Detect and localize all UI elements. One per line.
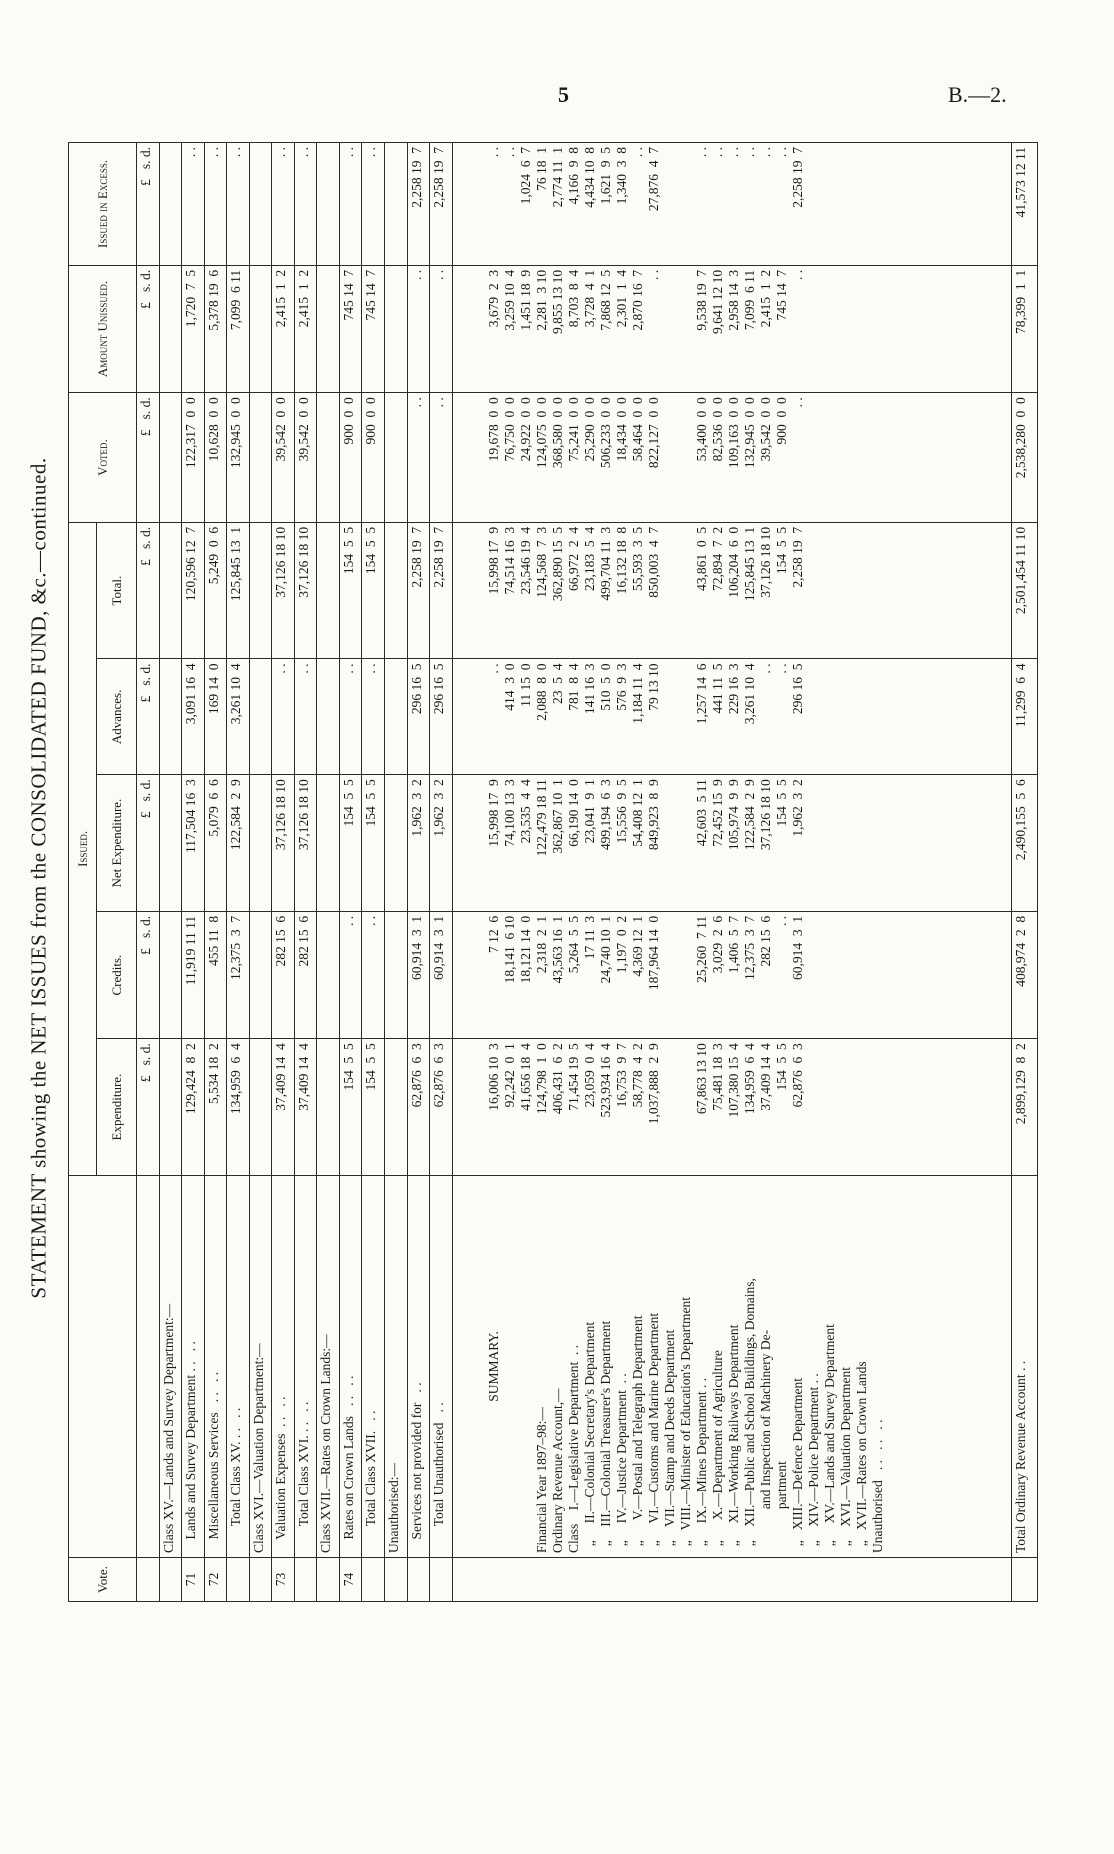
cell-adv: 296 16 5 [407,659,430,775]
summary-desc-line: „ VI.—Customs and Marine Department [645,1312,661,1553]
header-vote: Vote. [69,1558,137,1602]
cell-voted: 900 0 0 [362,393,385,523]
vote-number [430,1558,453,1602]
row-description: Class XV.—Lands and Survey Department:— [159,1175,182,1557]
cell-cred: 11,919 11 11 [182,911,205,1038]
cell-adv: 169 14 0 [204,659,227,775]
summary-voted: 19,678 0 0 76,750 0 0 24,922 0 0 124,075 0 0 368,580 0 0 75,241 0 0 25,290 0 0 506,233 0 0 18,434 0 0 58,464 0 0 822,127 0 0 53,400 0 0 82,536 0 0 109,163 0 0 132,945 0 0 39,542 0 0 900 0 0 . . [452,393,1011,523]
vote-number [249,1558,272,1602]
row-description: Rates on Crown Lands . . . . [339,1175,362,1557]
cell-net: 154 5 5 [339,775,362,912]
cell-voted [385,393,408,523]
cell-voted: 900 0 0 [339,393,362,523]
cell-unissued: 1,720 7 5 [182,265,205,392]
cell-net [159,775,182,912]
cell-cred: . . [339,911,362,1038]
currency-label: £ s. d. [137,659,160,775]
header-voted: Voted. [69,393,137,523]
cell-tot: 154 5 5 [362,522,385,659]
summary-desc-line: „ II.—Colonial Secretary's Department [581,1321,597,1553]
cell-tot: 154 5 5 [339,522,362,659]
table-row [294,143,317,1602]
table-row [182,143,205,1602]
cell-excess [159,143,182,266]
cell-exp [249,1039,272,1176]
summary-desc-lines [534,1180,886,1553]
summary-descriptions [452,1175,1011,1557]
cell-tot [249,522,272,659]
cell-exp: 62,876 6 3 [430,1039,453,1176]
header-amount-unissued: Amount Unissued. [69,265,137,392]
summary-desc-line: Financial Year 1897–98:— [533,1407,549,1553]
summary-desc-line: Ordinary Revenue Account,— [549,1388,565,1553]
summary-desc-line: „ XV.—Lands and Survey Department [821,1324,837,1553]
cell-adv [249,659,272,775]
cell-unissued [249,265,272,392]
cell-net [385,775,408,912]
cell-unissued: 2,415 1 2 [272,265,295,392]
cell-excess [385,143,408,266]
cell-net: 1,962 3 2 [430,775,453,912]
cell-adv: . . [339,659,362,775]
vote-number [362,1558,385,1602]
summary-desc-line: „ IX.—Mines Department . . [693,1377,709,1553]
statement-title: STATEMENT showing the NET ISSUES from the CONSOLIDATED FUND, &c.—continued. [26,457,51,1299]
cell-cred: 12,375 3 7 [227,911,250,1038]
summary-total-net: 2,490,155 5 6 [1012,775,1038,912]
cell-cred: 455 11 8 [204,911,227,1038]
cell-excess: . . [227,143,250,266]
cell-excess: 2,258 19 7 [430,143,453,266]
cell-unissued: . . [430,265,453,392]
cell-cred [385,911,408,1038]
cell-unissued [317,265,340,392]
cell-excess [249,143,272,266]
cell-voted: 10,628 0 0 [204,393,227,523]
currency-row [137,143,160,1602]
cell-cred: 60,914 3 1 [430,911,453,1038]
vote-number: 74 [339,1558,362,1602]
cell-excess: 2,258 19 7 [407,143,430,266]
header-expenditure: Expenditure. [97,1039,137,1176]
vote-number [294,1558,317,1602]
summary-desc-line: „ IV.—Justice Department . . [613,1373,629,1553]
cell-unissued: 745 14 7 [362,265,385,392]
table-row [362,143,385,1602]
currency-label: £ s. d. [137,911,160,1038]
cell-unissued: 7,099 6 11 [227,265,250,392]
table-row [407,143,430,1602]
cell-unissued: . . [407,265,430,392]
cell-tot: 37,126 18 10 [294,522,317,659]
table-row [317,143,340,1602]
statement-title-container [20,138,58,1618]
cell-net: 1,962 3 2 [407,775,430,912]
table-row [204,143,227,1602]
rotated-statement-table [68,142,1038,1602]
cell-voted: 39,542 0 0 [294,393,317,523]
cell-cred: 60,914 3 1 [407,911,430,1038]
table-row [249,143,272,1602]
header-total: Total. [97,522,137,659]
cell-exp: 62,876 6 3 [407,1039,430,1176]
cell-exp [317,1039,340,1176]
row-description: Total Class XV. . . . . [227,1175,250,1557]
page-number: 5 [558,82,569,107]
currency-label: £ s. d. [137,265,160,392]
summary-desc-line: „ XVII.—Rates on Crown Lands [853,1361,869,1553]
summary-desc-line: „ VII.—Stamp and Deeds Department [661,1329,677,1553]
cell-adv: 3,091 16 4 [182,659,205,775]
summary-row [452,143,1011,1602]
summary-body [452,143,1037,1602]
row-description: Class XVII.—Rates on Crown Lands:— [317,1175,340,1557]
cell-exp: 5,534 18 2 [204,1039,227,1176]
cell-exp: 154 5 5 [339,1039,362,1176]
cell-exp [159,1039,182,1176]
cell-adv [317,659,340,775]
summary-total-voted: 2,538,280 0 0 [1012,393,1038,523]
cell-tot [317,522,340,659]
cell-voted: 39,542 0 0 [272,393,295,523]
summary-net-expenditure: 15,998 17 9 74,100 13 3 23,535 4 4 122,479 18 11 362,867 10 1 66,190 14 0 23,041 9 1 499,194 6 3 15,556 9 5 54,408 12 1 849,923 8 9 42,603 5 11 72,452 15 9 105,974 9 9 122,584 2 9 37,126 18 10 154 5 5 1,962 3 2 [452,775,1011,912]
cell-voted: . . [407,393,430,523]
cell-cred: 282 15 6 [294,911,317,1038]
cell-excess: . . [182,143,205,266]
cell-unissued [159,265,182,392]
row-description: Unauthorised:— [385,1175,408,1557]
table-row [430,143,453,1602]
cell-cred [317,911,340,1038]
cell-adv [385,659,408,775]
cell-tot: 2,258 19 7 [430,522,453,659]
summary-desc-line: partment [773,1461,789,1553]
cell-cred: . . [362,911,385,1038]
cell-exp: 37,409 14 4 [272,1039,295,1176]
cell-net: 117,504 16 3 [182,775,205,912]
vote-number [385,1558,408,1602]
cell-net: 122,584 2 9 [227,775,250,912]
cell-adv: 296 16 5 [430,659,453,775]
summary-desc-line: „ III.—Colonial Treasurer's Department [597,1320,613,1553]
cell-net [317,775,340,912]
summary-total-excess: 41,573 12 11 [1012,143,1038,266]
summary-desc-line: Class I.—Legislative Department . . [565,1344,581,1553]
header-issued-in-excess: Issued in Excess. [69,143,137,266]
summary-excess: . . . . 1,024 6 7 76 18 1 2,774 11 1 4,166 9 8 4,434 10 8 1,621 9 5 1,340 3 8 . . 27,876 4 7 . . . . . . . . . . . . 2,258 19 7 [452,143,1011,266]
cell-exp: 134,959 6 4 [227,1039,250,1176]
vote-number [407,1558,430,1602]
summary-title: SUMMARY. [485,1331,501,1402]
cell-adv: . . [272,659,295,775]
cell-voted [317,393,340,523]
cell-tot [159,522,182,659]
page-reference: B.—2. [948,82,1007,107]
row-description: Miscellaneous Services . . . . [204,1175,227,1557]
cell-excess: . . [272,143,295,266]
cell-voted: . . [430,393,453,523]
vote-number [159,1558,182,1602]
cell-excess [317,143,340,266]
cell-adv: . . [294,659,317,775]
table-row [385,143,408,1602]
summary-desc-line: „ X.—Department of Agriculture [709,1350,725,1553]
summary-desc-line: and Inspection of Machinery De- [757,1329,773,1553]
cell-cred [159,911,182,1038]
cell-cred [249,911,272,1038]
page-header [0,82,1114,122]
header-issued: Issued. [69,522,97,1175]
summary-unissued: 3,679 2 3 3,259 10 4 1,451 18 9 2,281 3 10 9,855 13 10 8,703 8 4 3,728 4 1 7,868 12 5 2,301 1 4 2,870 16 7 . . 9,538 19 7 9,641 12 10 2,958 14 3 7,099 6 11 2,415 1 2 745 14 7 . . [452,265,1011,392]
table-row [159,143,182,1602]
currency-label: £ s. d. [137,775,160,912]
cell-net: 5,079 6 6 [204,775,227,912]
currency-label: £ s. d. [137,522,160,659]
summary-desc-line: „ VIII.—Minister of Education's Department [677,1297,693,1553]
currency-label: £ s. d. [137,393,160,523]
summary-total: 15,998 17 9 74,514 16 3 23,546 19 4 124,568 7 3 362,890 15 5 66,972 2 4 23,183 5 4 499,704 11 3 16,132 18 8 55,593 3 5 850,003 4 7 43,861 0 5 72,894 7 2 106,204 6 0 125,845 13 1 37,126 18 10 154 5 5 2,258 19 7 [452,522,1011,659]
currency-label: £ s. d. [137,143,160,266]
summary-total-total: 2,501,454 11 10 [1012,522,1038,659]
cell-net: 37,126 18 10 [294,775,317,912]
summary-expenditure: 16,006 10 3 92,242 0 1 41,656 18 4 124,798 1 0 406,431 6 2 71,454 19 5 23,059 0 4 523,934 16 4 16,753 9 7 58,778 4 2 1,037,888 2 9 67,863 13 10 75,481 18 3 107,380 15 4 134,959 6 4 37,409 14 4 154 5 5 62,876 6 3 [452,1039,1011,1176]
currency-label: £ s. d. [137,1039,160,1176]
cell-tot: 120,596 12 7 [182,522,205,659]
cell-tot [385,522,408,659]
cell-unissued: 2,415 1 2 [294,265,317,392]
row-description: Services not provided for . . [407,1175,430,1557]
cell-voted: 132,945 0 0 [227,393,250,523]
header-net-expenditure: Net Expenditure. [97,775,137,912]
header-credits: Credits. [97,911,137,1038]
cell-adv: . . [362,659,385,775]
cell-net [249,775,272,912]
summary-desc-line: „ V.—Postal and Telegraph Department [629,1315,645,1553]
cell-exp [385,1039,408,1176]
statement-table [68,142,1038,1602]
cell-net: 154 5 5 [362,775,385,912]
cell-tot: 37,126 18 10 [272,522,295,659]
row-description: Total Unauthorised . . [430,1175,453,1557]
summary-desc-line: Unauthorised . . . . . . [869,1419,885,1553]
cell-adv [159,659,182,775]
row-description: Class XVI.—Valuation Department:— [249,1175,272,1557]
cell-exp: 37,409 14 4 [294,1039,317,1176]
table-row [339,143,362,1602]
cell-excess: . . [362,143,385,266]
cell-unissued: 5,378 19 6 [204,265,227,392]
table-row [227,143,250,1602]
vote-number: 71 [182,1558,205,1602]
cell-cred: 282 15 6 [272,911,295,1038]
vote-number [227,1558,250,1602]
cell-excess: . . [294,143,317,266]
summary-total-unissued: 78,399 1 1 [1012,265,1038,392]
summary-desc-line: „ XIII.—Defence Department [789,1377,805,1553]
cell-voted [159,393,182,523]
vote-number: 72 [204,1558,227,1602]
header-advances: Advances. [97,659,137,775]
summary-total-label: Total Ordinary Revenue Account . . [1012,1175,1038,1557]
summary-advances: . . 414 3 0 11 15 0 2,088 8 0 23 5 4 781 8 4 141 16 3 510 5 0 576 9 3 1,184 11 4 79 13 10 1,257 14 6 441 11 5 229 16 3 3,261 10 4 . . . . 296 16 5 [452,659,1011,775]
cell-voted: 122,317 0 0 [182,393,205,523]
cell-tot: 2,258 19 7 [407,522,430,659]
summary-total-credits: 408,974 2 8 [1012,911,1038,1038]
summary-desc-line: „ XI.—Working Railways Department [725,1324,741,1553]
summary-credits: 7 12 6 18,141 6 10 18,121 14 0 2,318 2 1 43,563 16 1 5,264 5 5 17 11 3 24,740 10 1 1,197 0 2 4,369 12 1 187,964 14 0 25,260 7 11 3,029 2 6 1,406 5 7 12,375 3 7 282 15 6 . . 60,914 3 1 [452,911,1011,1038]
summary-total-expenditure: 2,899,129 8 2 [1012,1039,1038,1176]
vote-number: 73 [272,1558,295,1602]
summary-total-advances: 11,299 6 4 [1012,659,1038,775]
cell-tot: 125,845 13 1 [227,522,250,659]
cell-unissued: 745 14 7 [339,265,362,392]
cell-unissued [385,265,408,392]
summary-desc-line: „ XIV.—Police Department . . [805,1373,821,1553]
cell-tot: 5,249 0 6 [204,522,227,659]
row-description: Lands and Survey Department . . . . [182,1175,205,1557]
cell-adv: 3,261 10 4 [227,659,250,775]
cell-excess: . . [339,143,362,266]
vote-number [317,1558,340,1602]
cell-exp: 129,424 8 2 [182,1039,205,1176]
summary-total-row [1012,143,1038,1602]
table-row [272,143,295,1602]
cell-net: 37,126 18 10 [272,775,295,912]
summary-desc-line: „ XII.—Public and School Buildings, Domains, [741,1278,757,1553]
cell-exp: 154 5 5 [362,1039,385,1176]
summary-desc-line: „ XVI.—Valuation Department [837,1367,853,1553]
row-description: Total Class XVII. . . [362,1175,385,1557]
statement-body [137,143,453,1602]
row-description: Valuation Expenses . . . . [272,1175,295,1557]
header-description [69,1175,137,1557]
row-description: Total Class XVI. . . . . [294,1175,317,1557]
cell-excess: . . [204,143,227,266]
cell-voted [249,393,272,523]
